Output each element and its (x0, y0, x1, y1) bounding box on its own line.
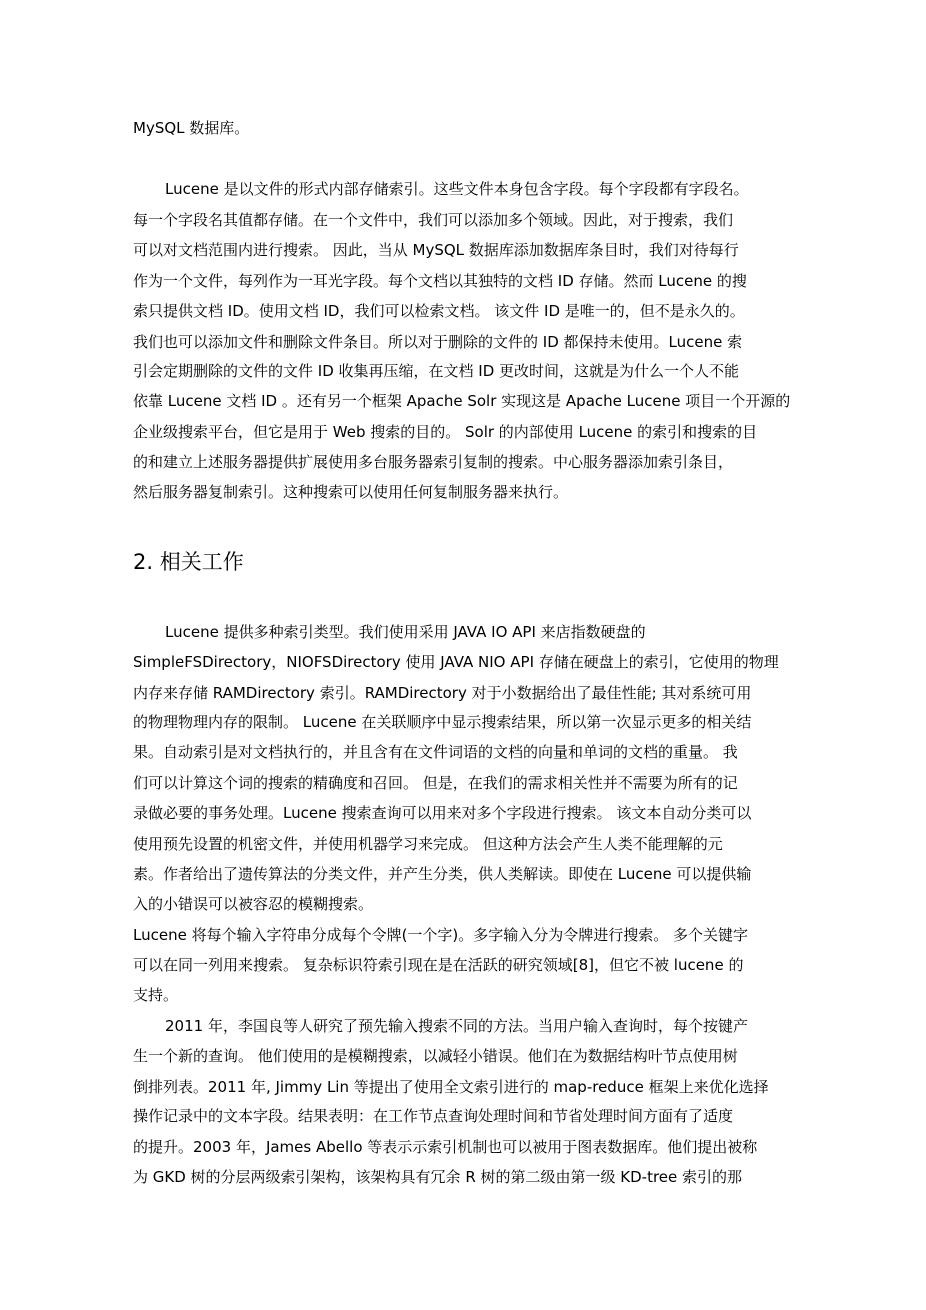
paragraph1-line: 依靠 Lucene 文档 ID 。还有另一个框架 Apache Solr 实现这是 Apache Lucene 项目一个开源的 (133, 392, 791, 410)
paragraph1-line: 的和建立上述服务器提供扩展使用多台服务器索引复制的搜索。中心服务器添加索引条目， (133, 453, 734, 471)
paragraph1-line: 然后服务器复制索引。这种搜索可以使用任何复制服务器来执行。 (133, 483, 569, 501)
paragraph1-line: 可以对文档范围内进行搜索。 因此，当从 MySQL 数据库添加数据库条目时，我们对待每行 (133, 241, 739, 259)
paragraph1-line: 索只提供文档 ID。使用文档 ID，我们可以检索文档。 该文件 ID 是唯一的，但不是永久的。 (133, 302, 745, 320)
paragraph3-line: 操作记录中的文本字段。结果表明：在工作节点查询处理时间和节省处理时间方面有了适度 (133, 1107, 734, 1125)
paragraph1-line: 企业级搜索平台，但它是用于 Web 搜索的目的。 Solr 的内部使用 Lucene 的索引和搜索的目 (133, 423, 758, 441)
paragraph2-line: 支持。 (133, 986, 179, 1004)
paragraph3-line: 生一个新的查询。 他们使用的是模糊搜索，以减轻小错误。他们在为数据结构叶节点使用树 (133, 1047, 738, 1065)
paragraph2-line: SimpleFSDirectory，NIOFSDirectory 使用 JAVA NIO API 存储在硬盘上的索引，它使用的物理 (133, 653, 779, 671)
paragraph1-line: 作为一个文件，每列作为一耳光字段。每个文档以其独特的文档 ID 存储。然而 Lucene 的搜 (133, 272, 747, 290)
paragraph2-line: Lucene 提供多种索引类型。我们使用采用 JAVA IO API 来店指数硬盘的 (165, 623, 646, 641)
paragraph3-line: 倒排列表。2011 年, Jimmy Lin 等提出了使用全文索引进行的 map-reduce 框架上来优化选择 (133, 1078, 769, 1096)
paragraph1-line: 我们也可以添加文件和删除文件条目。所以对于删除的文件的 ID 都保持未使用。Lucene 索 (133, 333, 743, 351)
paragraph3-line: 为 GKD 树的分层两级索引架构，该架构具有冗余 R 树的第二级由第一级 KD-tree 索引的那 (133, 1168, 743, 1186)
paragraph3-line: 的提升。2003 年，James Abello 等表示示索引机制也可以被用于图表数据库。他们提出被称 (133, 1138, 758, 1156)
paragraph2-line: 内存来存储 RAMDirectory 索引。RAMDirectory 对于小数据给出了最佳性能; 其对系统可用 (133, 684, 752, 702)
paragraph2-line: 果。自动索引是对文档执行的，并且含有在文件词语的文档的向量和单词的文档的重量。 我 (133, 743, 738, 761)
paragraph2-line: 素。作者给出了遗传算法的分类文件，并产生分类，供人类解读。即使在 Lucene 可以提供输 (133, 865, 752, 883)
paragraph1-line: Lucene 是以文件的形式内部存储索引。这些文件本身包含字段。每个字段都有字段名。 (165, 180, 749, 198)
paragraph2-line: 录做必要的事务处理。Lucene 搜索查询可以用来对多个字段进行搜索。 该文本自动分类可以 (133, 804, 752, 822)
paragraph3-line: 2011 年，李国良等人研究了预先输入搜索不同的方法。当用户输入查询时，每个按键产 (165, 1017, 748, 1035)
paragraph1-line: 每一个字段名其值都存储。在一个文件中，我们可以添加多个领域。因此，对于搜索，我们 (133, 211, 734, 229)
paragraph2-line: 们可以计算这个词的搜索的精确度和召回。 但是，在我们的需求相关性并不需要为所有的记 (133, 774, 738, 792)
paragraph1-line: 引会定期删除的文件的文件 ID 收集再压缩，在文档 ID 更改时间，这就是为什么一个人不能 (133, 362, 740, 380)
paragraph2-line: 入的小错误可以被容忍的模糊搜索。 (133, 895, 374, 913)
section-heading: 2. 相关工作 (133, 550, 244, 574)
paragraph2-line: Lucene 将每个输入字符串分成每个令牌(一个字)。多字输入分为令牌进行搜索。 多个关键字 (133, 926, 749, 944)
paragraph2-line: 使用预先设置的机密文件，并使用机器学习来完成。 但这种方法会产生人类不能理解的元 (133, 835, 723, 853)
intro-line: MySQL 数据库。 (133, 119, 250, 137)
paragraph2-line: 可以在同一列用来搜索。 复杂标识符索引现在是在活跃的研究领域[8]，但它不被 lucene 的 (133, 956, 744, 974)
paragraph2-line: 的物理物理内存的限制。 Lucene 在关联顺序中显示搜索结果，所以第一次显示更多的相关结 (133, 713, 752, 731)
